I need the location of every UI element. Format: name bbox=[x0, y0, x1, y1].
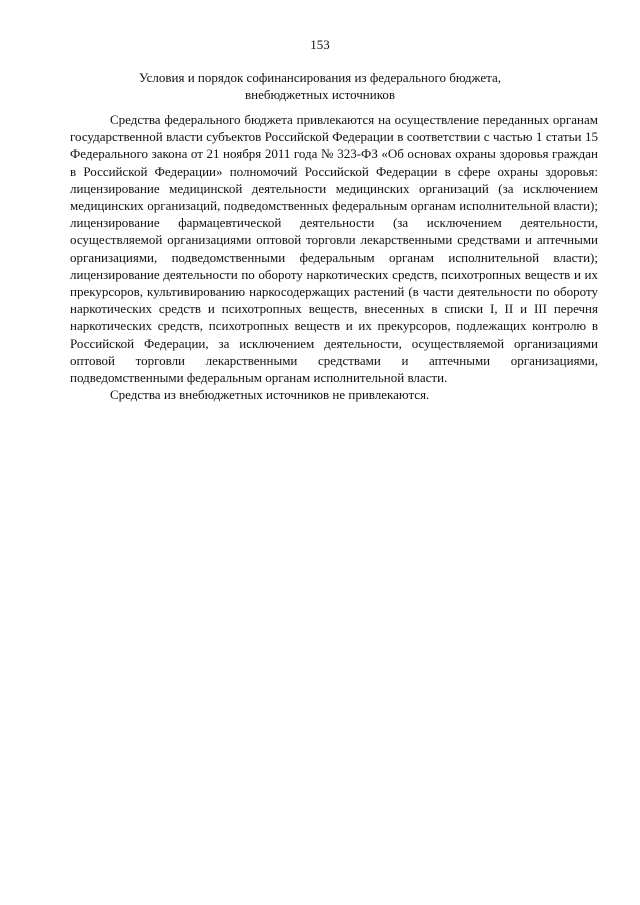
paragraph-extrabudgetary: Средства из внебюджетных источников не привлекаются. bbox=[110, 387, 430, 403]
heading-line-1: Условия и порядок софинансирования из федерального бюджета, bbox=[139, 70, 501, 85]
heading-line-2: внебюджетных источников bbox=[245, 87, 395, 102]
page-number: 153 bbox=[310, 37, 330, 52]
section-heading bbox=[70, 69, 570, 103]
paragraph-federal-budget: Средства федерального бюджета привлекаются на осуществление переданных органам государственной власти субъектов Российской Федерации в соответствии с частью 1 статьи 15 Федерального закона от 21 ноября 2011 года № 323-ФЗ «Об основах охраны здоровья граждан в Российской Федерации» полномочий Российской Федерации в сфере охраны здоровья: лицензирование медицинской деятельности медицинских организаций (за исключением медицинских организаций, подведомственных федеральным органам исполнительной власти); лицензирование фармацевтической деятельности (за исключением деятельности, осуществляемой организациями оптовой торговли лекарственными средствами и аптечными организациями, подведомственными федеральным органам исполнительной власти); лицензирование деятельности по обороту наркотических средств, психотропных веществ и их прекурсоров, культивированию наркосодержащих растений (в части деятельности по обороту наркотических средств и психотропных веществ, внесенных в списки I, II и III перечня наркотических средств, психотропных веществ и их прекурсоров, подлежащих контролю в Российской Федерации, за исключением деятельности, осуществляемой организациями оптовой торговли лекарственными средствами и аптечными организациями, подведомственными федеральным органам исполнительной власти. bbox=[70, 112, 598, 386]
document-body bbox=[70, 111, 598, 403]
